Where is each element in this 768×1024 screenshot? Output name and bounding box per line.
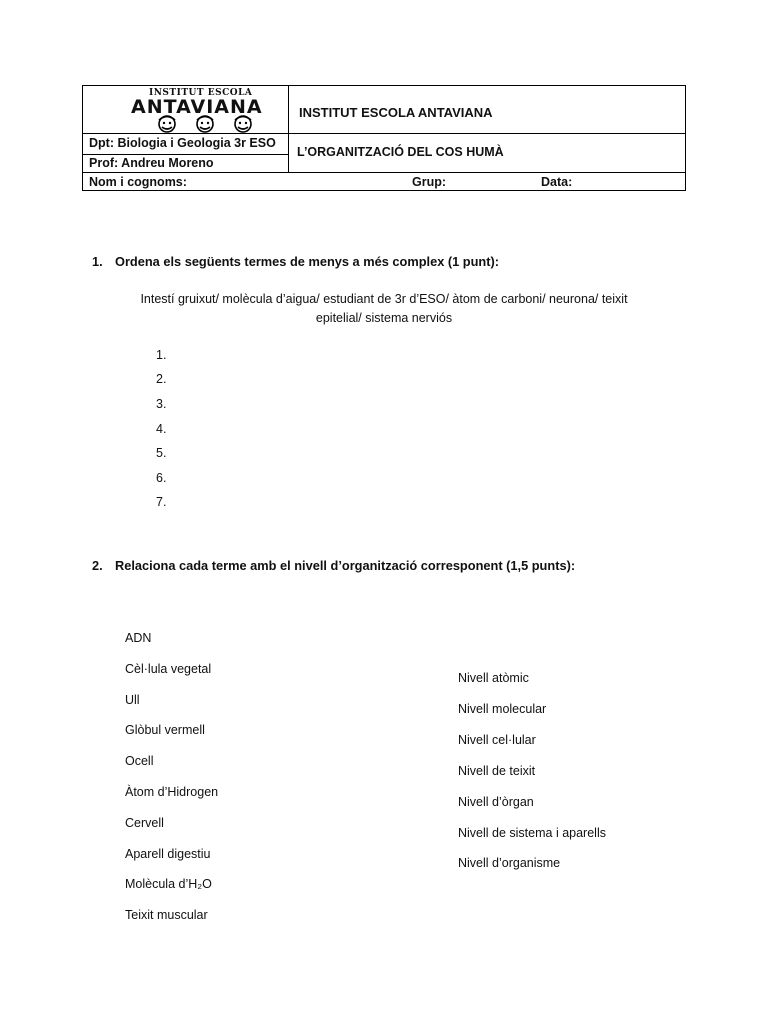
school-name: INSTITUT ESCOLA ANTAVIANA (299, 105, 493, 120)
teacher: Prof: Andreu Moreno (89, 156, 214, 170)
unit-title: L’ORGANITZACIÓ DEL COS HUMÀ (297, 145, 504, 159)
date-label: Data: (541, 175, 573, 189)
department: Dpt: Biologia i Geologia 3r ESO (89, 136, 276, 150)
logo-main-text: ANTAVIANA (131, 96, 263, 118)
q1-answer-2[interactable]: 2. (156, 372, 167, 386)
logo-top-text: INSTITUT ESCOLA (149, 88, 253, 98)
level-item[interactable]: Nivell atòmic (458, 671, 529, 685)
q1-answer-5[interactable]: 5. (156, 446, 167, 460)
term-item[interactable]: Teixit muscular (125, 908, 208, 922)
q2-number: 2. (92, 558, 103, 573)
level-item[interactable]: Nivell molecular (458, 702, 547, 716)
level-item[interactable]: Nivell d’organisme (458, 856, 561, 870)
children-faces-icon (147, 114, 267, 134)
term-item[interactable]: Cervell (125, 816, 164, 830)
term-item[interactable]: Àtom d’Hidrogen (125, 785, 219, 799)
term-item[interactable]: ADN (125, 631, 152, 645)
term-item[interactable]: Cèl·lula vegetal (125, 662, 212, 676)
header-table (82, 85, 686, 191)
q1-terms-line2: epitelial/ sistema nerviós (315, 311, 453, 325)
q1-answer-1[interactable]: 1. (156, 348, 167, 362)
term-item[interactable]: Ull (125, 693, 140, 707)
q1-text: Ordena els següents termes de menys a més complex (1 punt): (115, 254, 500, 269)
level-item[interactable]: Nivell de teixit (458, 764, 536, 778)
level-item[interactable]: Nivell cel·lular (458, 733, 536, 747)
name-label: Nom i cognoms: (89, 175, 187, 189)
term-item[interactable]: Glòbul vermell (125, 723, 205, 737)
q1-terms-line1: Intestí gruixut/ molècula d’aigua/ estudiant de 3r d’ESO/ àtom de carboni/ neurona/ teixit (140, 292, 628, 306)
q1-answer-3[interactable]: 3. (156, 397, 167, 411)
level-item[interactable]: Nivell de sistema i aparells (458, 826, 606, 840)
table-divider (83, 154, 288, 155)
term-item[interactable]: Molècula d’H₂O (125, 877, 212, 891)
q1-answer-7[interactable]: 7. (156, 495, 167, 509)
table-divider (83, 172, 685, 173)
term-item[interactable]: Ocell (125, 754, 154, 768)
q1-number: 1. (92, 254, 103, 269)
group-label: Grup: (412, 175, 447, 189)
table-divider (288, 86, 289, 173)
q1-answer-6[interactable]: 6. (156, 471, 167, 485)
term-item[interactable]: Aparell digestiu (125, 847, 211, 861)
q2-text: Relaciona cada terme amb el nivell d’organització corresponent (1,5 punts): (115, 558, 576, 573)
table-divider (288, 133, 685, 134)
q1-answer-4[interactable]: 4. (156, 422, 167, 436)
school-logo (119, 88, 269, 132)
level-item[interactable]: Nivell d’òrgan (458, 795, 534, 809)
